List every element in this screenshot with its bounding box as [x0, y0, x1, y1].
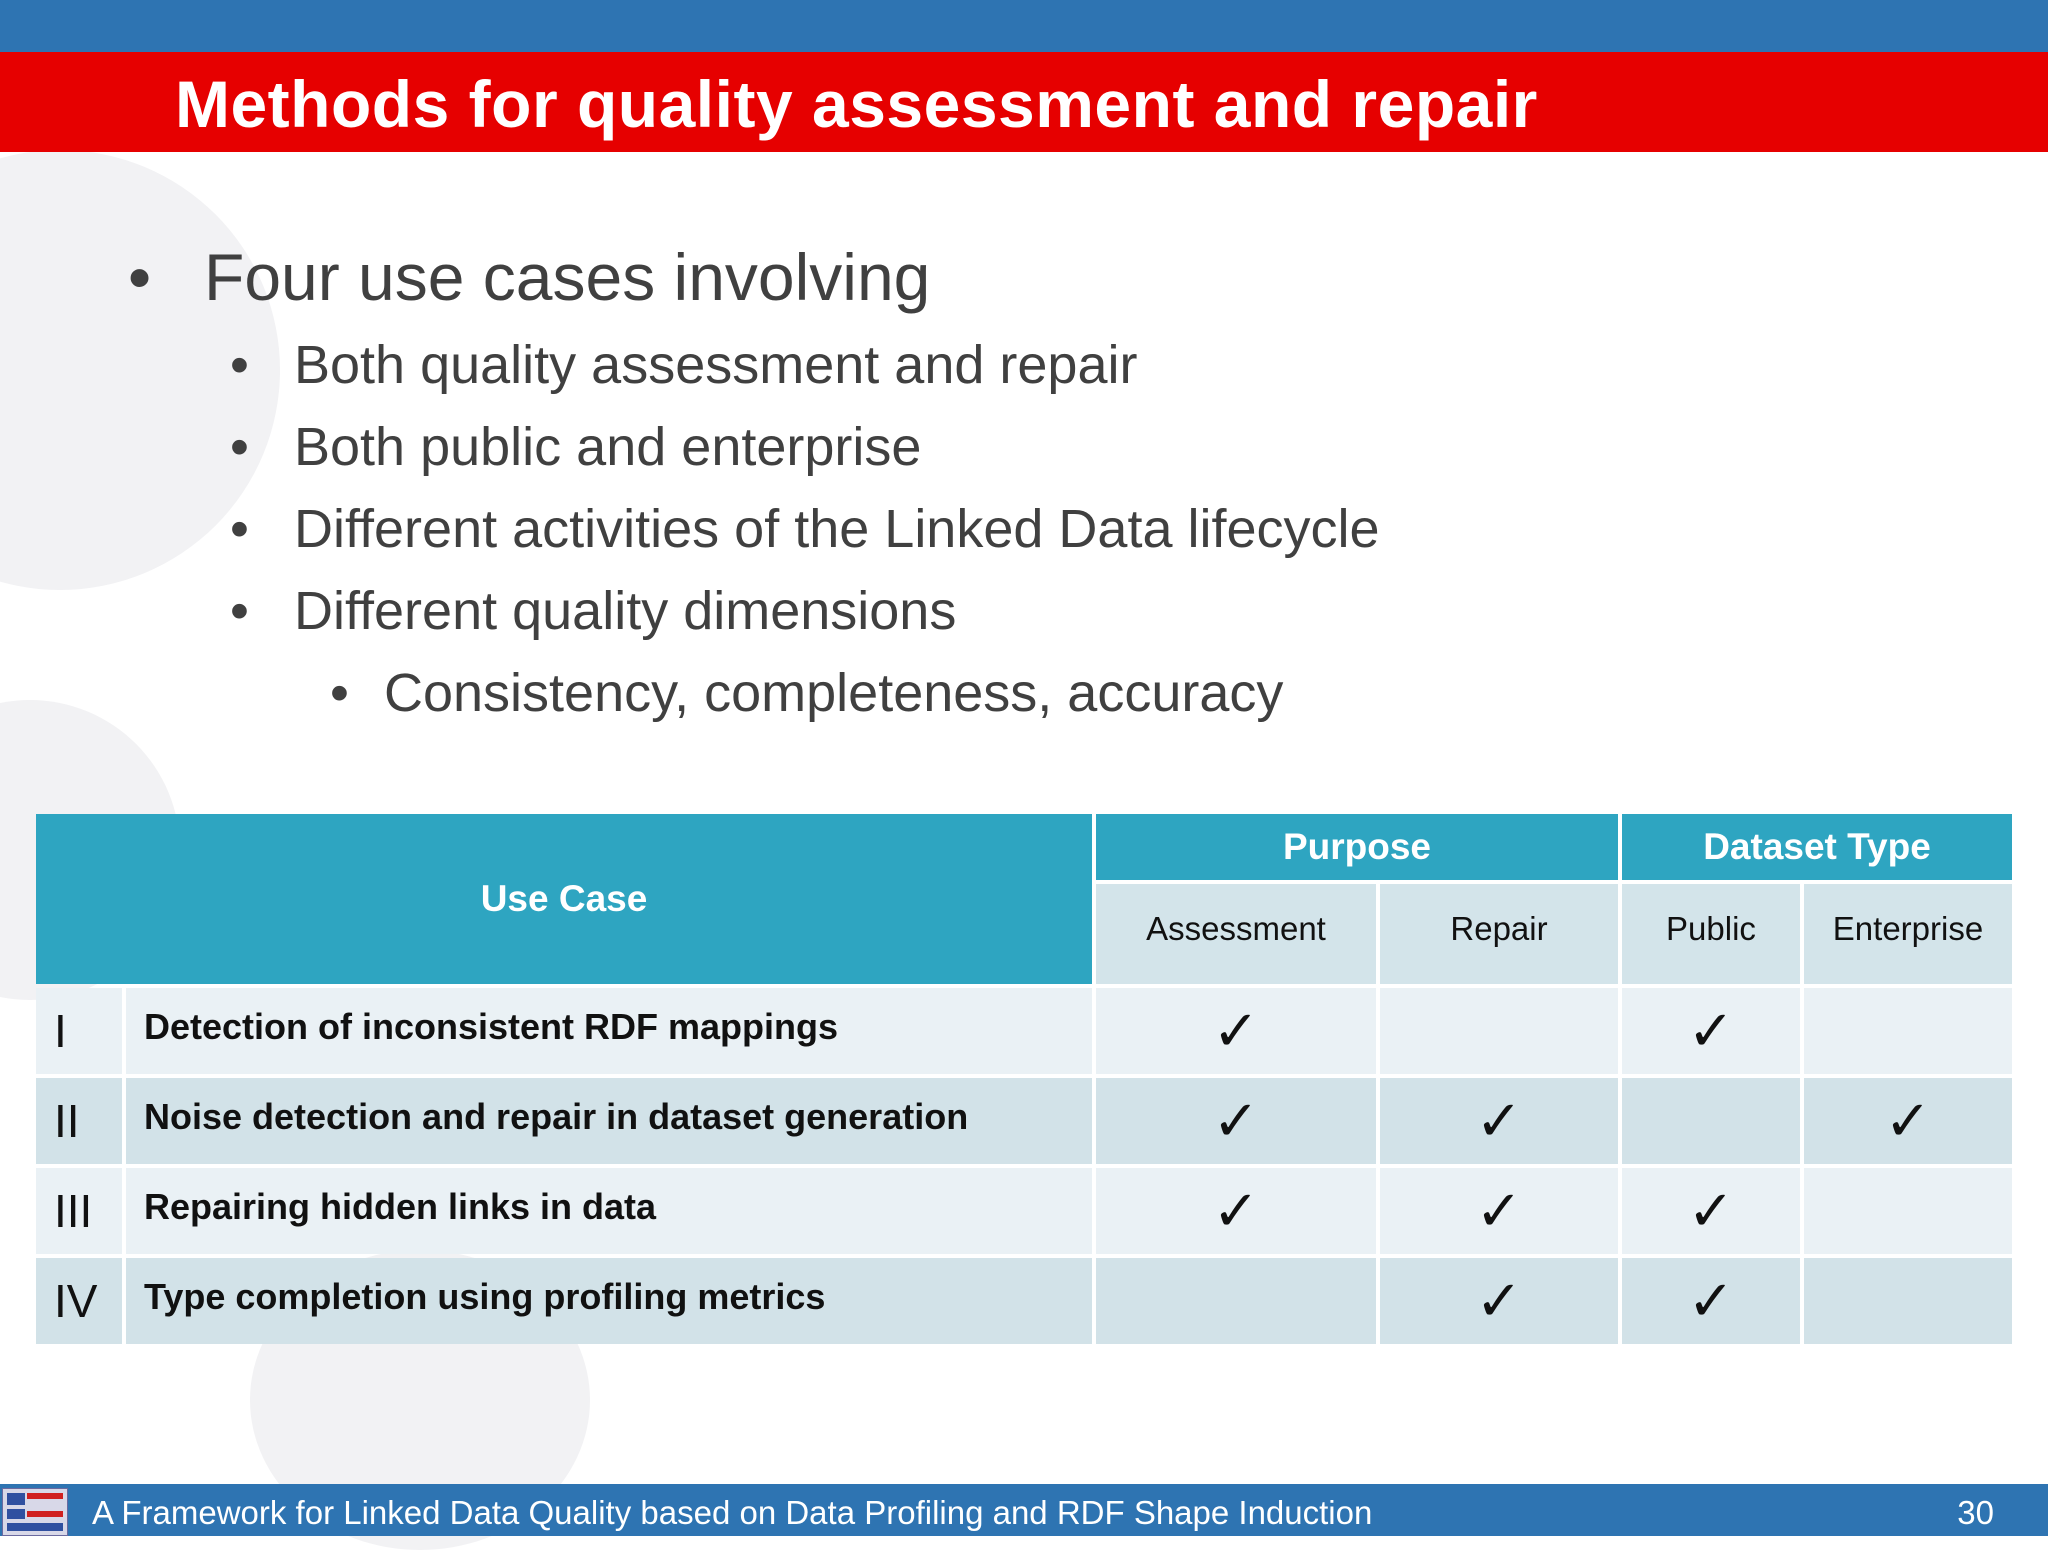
empty-cell	[1804, 1258, 2012, 1344]
subheader-public: Public	[1622, 884, 1800, 984]
bullet-dot-icon: •	[330, 663, 349, 723]
bullet-dot-icon: •	[230, 581, 249, 641]
subheader-enterprise: Enterprise	[1804, 884, 2012, 984]
checkmark-icon: ✓	[1096, 988, 1376, 1074]
bullet-dot-icon: •	[230, 335, 249, 395]
row-number: I	[36, 988, 122, 1074]
bullet-text: Both public and enterprise	[294, 417, 922, 477]
bullet-text: Consistency, completeness, accuracy	[384, 663, 1284, 723]
empty-cell	[1380, 988, 1618, 1074]
row-number: IV	[36, 1258, 122, 1344]
checkmark-icon: ✓	[1622, 988, 1800, 1074]
subheader-repair: Repair	[1380, 884, 1618, 984]
checkmark-icon: ✓	[1380, 1168, 1618, 1254]
slide-title: Methods for quality assessment and repair	[175, 67, 1538, 141]
row-description: Detection of inconsistent RDF mappings	[126, 988, 1092, 1074]
bullet-dot-icon: •	[230, 499, 249, 559]
page-number: 30	[1957, 1494, 1994, 1531]
empty-cell	[1096, 1258, 1376, 1344]
checkmark-icon: ✓	[1096, 1078, 1376, 1164]
checkmark-icon: ✓	[1096, 1168, 1376, 1254]
bullet-text: Different quality dimensions	[294, 581, 957, 641]
subheader-assessment: Assessment	[1096, 884, 1376, 984]
purpose-header: Purpose	[1096, 814, 1618, 880]
empty-cell	[1804, 1168, 2012, 1254]
checkmark-icon: ✓	[1380, 1258, 1618, 1344]
row-description: Repairing hidden links in data	[126, 1168, 1092, 1254]
empty-cell	[1804, 988, 2012, 1074]
bullet-dot-icon: •	[128, 240, 152, 314]
checkmark-icon: ✓	[1804, 1078, 2012, 1164]
checkmark-icon: ✓	[1380, 1078, 1618, 1164]
row-number: II	[36, 1078, 122, 1164]
checkmark-icon: ✓	[1622, 1168, 1800, 1254]
row-description: Type completion using profiling metrics	[126, 1258, 1092, 1344]
top-accent-bar	[0, 0, 2048, 52]
bullet-dot-icon: •	[230, 417, 249, 477]
bullet-text: Different activities of the Linked Data lifecycle	[294, 499, 1380, 559]
dataset-type-header: Dataset Type	[1622, 814, 2012, 880]
footer-title: A Framework for Linked Data Quality based on Data Profiling and RDF Shape Induction	[92, 1494, 1373, 1531]
use-case-header: Use Case	[36, 814, 1092, 984]
checkmark-icon: ✓	[1622, 1258, 1800, 1344]
row-number: III	[36, 1168, 122, 1254]
institution-logo-icon	[2, 1488, 68, 1536]
empty-cell	[1622, 1078, 1800, 1164]
bullet-text: Four use cases involving	[204, 240, 931, 314]
use-case-table	[36, 814, 2012, 1342]
bullet-text: Both quality assessment and repair	[294, 335, 1138, 395]
row-description: Noise detection and repair in dataset generation	[126, 1078, 1092, 1164]
